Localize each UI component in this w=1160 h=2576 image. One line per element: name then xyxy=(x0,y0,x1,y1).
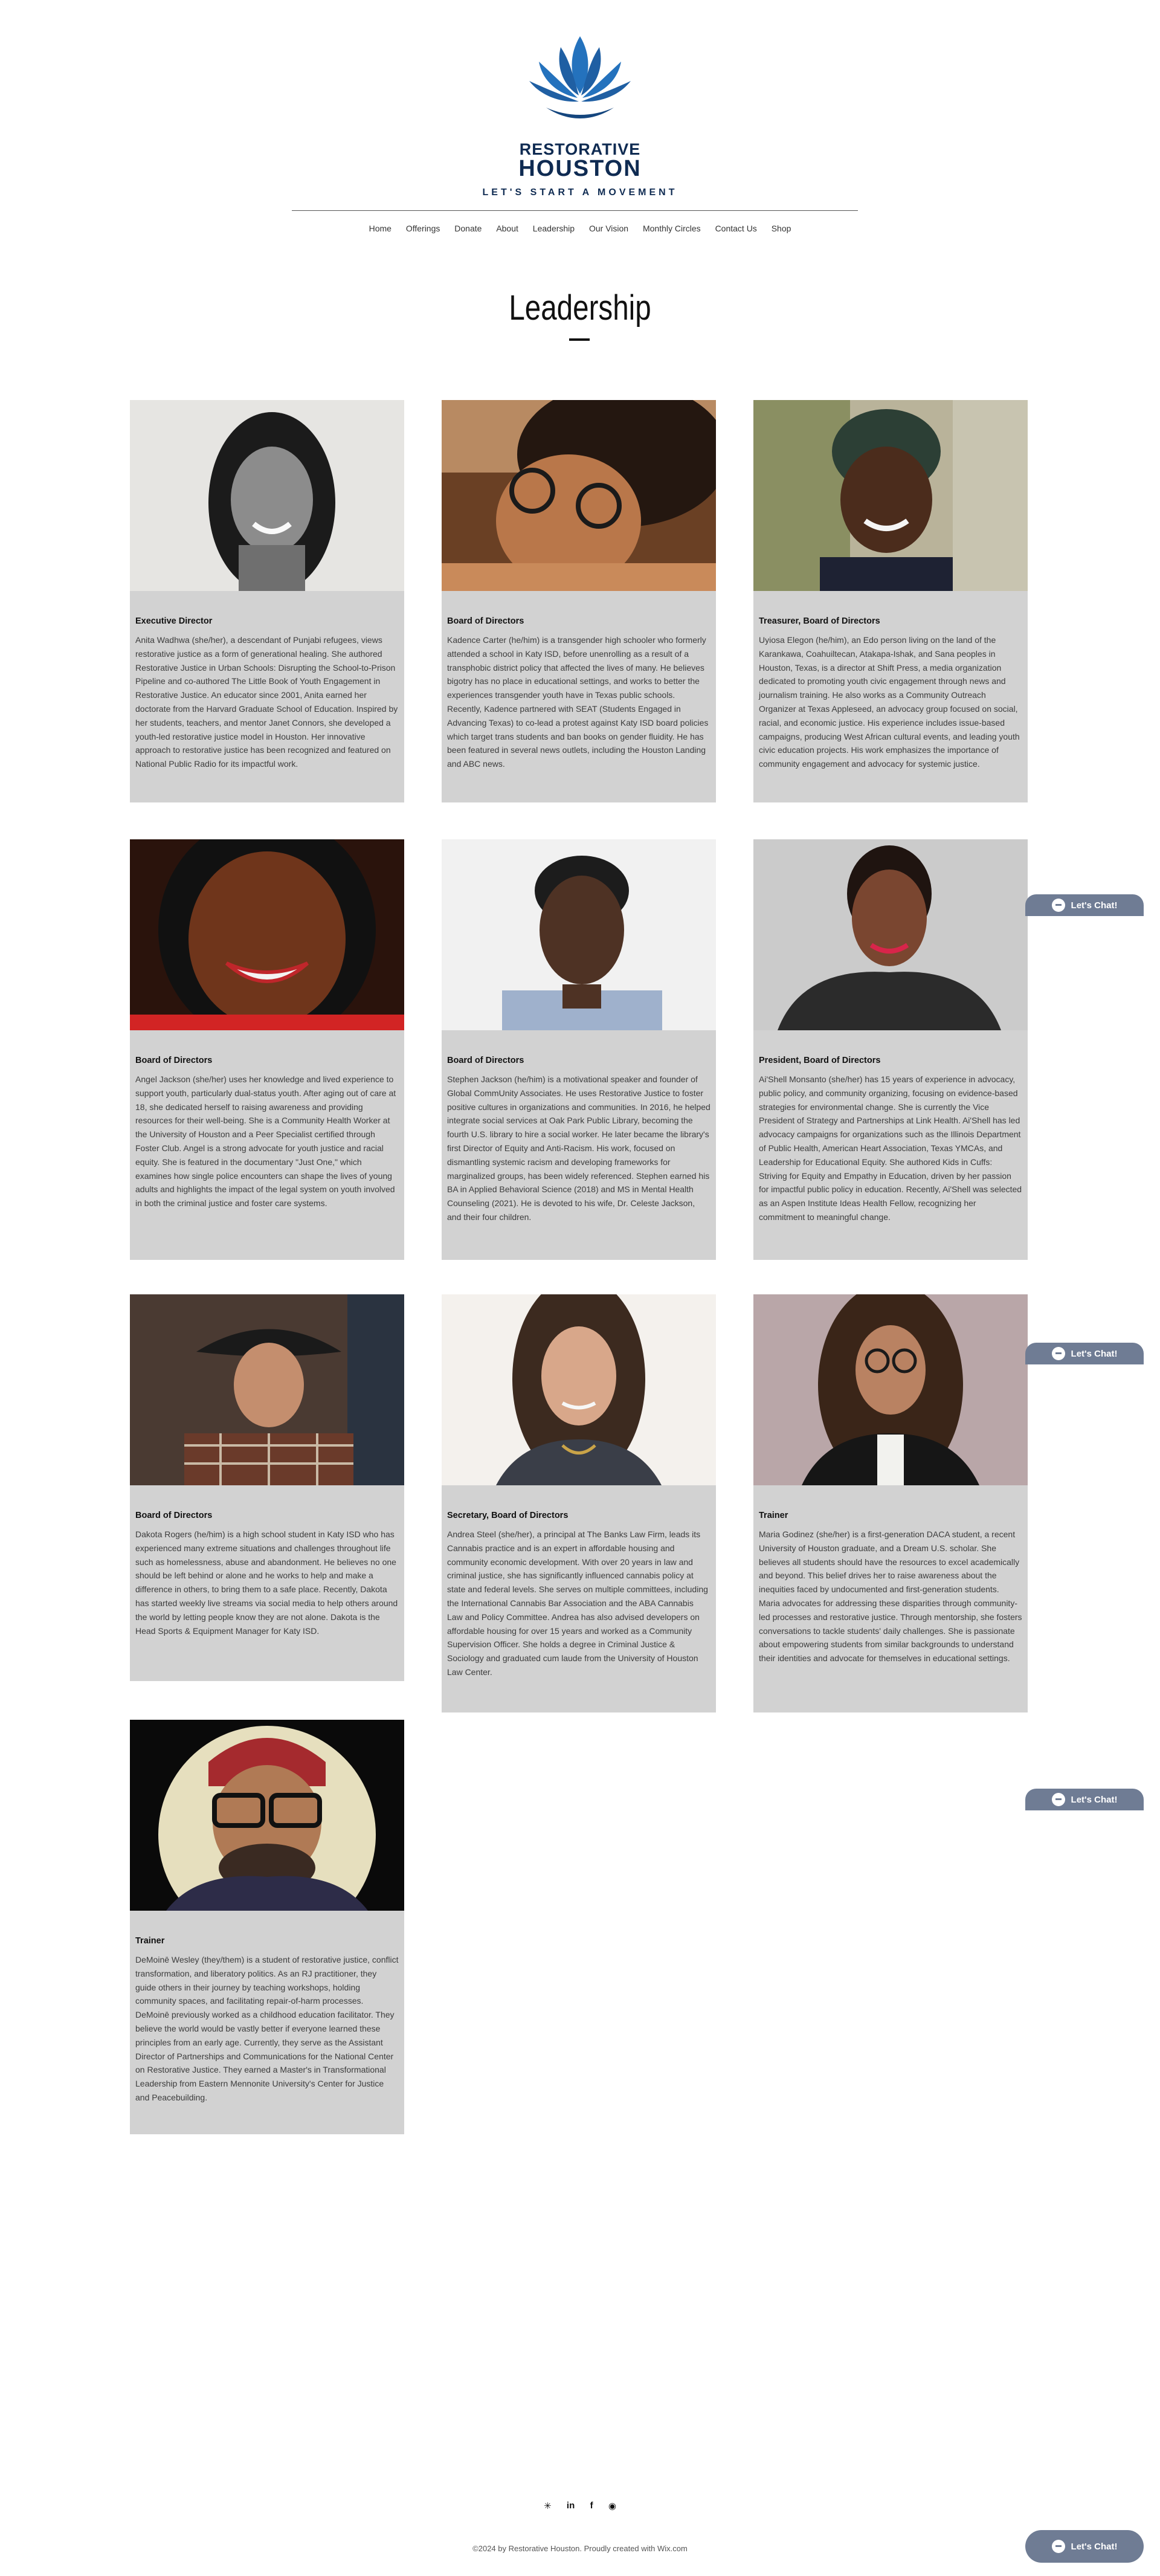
leader-role: Treasurer, Board of Directors xyxy=(759,616,880,626)
nav-item-leadership[interactable]: Leadership xyxy=(532,224,575,233)
leader-bio: Stephen Jackson (he/him) is a motivational speaker and founder of Global CommUnity Associates. He uses Restorative Justice to foster positive cultures in organizations and communities. In 2016, he helped integrate social services at Oak Park Public Library, becoming the fourth U.S. library to hire a social worker. He later became the library's first Director of Equity and Anti-Racism. His work, focused on dismantling systemic racism and developing frameworks for marginalized groups, has been widely referenced. Stephen earned his BA in Applied Behavioral Science (2018) and MS in Mental Health Counseling (2021). He is devoted to his wife, Dr. Celeste Jackson, and their four children. xyxy=(447,1074,710,1222)
leader-photo xyxy=(442,839,716,1030)
leader-bio: DeMoinē Wesley (they/them) is a student of restorative justice, conflict transformation, and liberatory politics. As an RJ practitioner, they guide others in their journey by teaching workshops, holding community spaces, and facilitating repair-of-harm processes. DeMoinē previously worked as a childhood education facilitator. They believe the world would be vastly better if everyone learned these principles from an early age. Currently, they serve as the Assistant Director of Partnerships and Communications for the National Center on Restorative Justice. They earned a Master's in Transformational Leadership from Eastern Mennonite University's Center for Justice and Peacebuilding. xyxy=(135,1955,399,2102)
nav-item-shop[interactable]: Shop xyxy=(771,224,791,233)
leader-role: Trainer xyxy=(135,1936,165,1946)
leader-card xyxy=(753,400,1028,802)
chat-button-label: Let's Chat! xyxy=(1071,1794,1118,1805)
lotus-logo-icon[interactable] xyxy=(526,30,634,133)
leader-bio: Ai'Shell Monsanto (she/her) has 15 years of experience in advocacy, public policy, and community organizing, focusing on evidence-based strategies for environmental change. She is currently the Vice President of Strategy and Partnerships at Link Health. Ai'Shell has led advocacy campaigns for organizations such as the Illinois Department of Public Health, American Heart Association, Texas YMCAs, and Leadership for Educational Equity. She authored Kids in Cuffs: Striving for Equity and Empathy in Education, driven by her passion for impactful public policy in education. Recently, Ai'Shell was selected as an Aspen Institute Ideas Health Fellow, recognizing her commitment to meaningful change. xyxy=(759,1074,1022,1222)
facebook-icon[interactable]: f xyxy=(590,2500,593,2511)
leader-photo xyxy=(130,1294,404,1485)
leader-bio: Dakota Rogers (he/him) is a high school student in Katy ISD who has experienced many extreme situations and challenges throughout life such as homelessness, abuse and abandonment. He believes no one should be left behind or alone and he works to help and make a difference in others, to bring them to a safe place. Recently, Dakota has started weekly live streams via social media to help others around the world by letting people know they are not alone. Dakota is the Head Sports & Equipment Manager for Katy ISD. xyxy=(135,1529,398,1636)
leader-photo xyxy=(130,1720,404,1911)
leader-role: Board of Directors xyxy=(135,1056,213,1065)
linkedin-icon[interactable]: in xyxy=(566,2500,575,2511)
nav-item-contact-us[interactable]: Contact Us xyxy=(715,224,757,233)
leader-bio: Anita Wadhwa (she/her), a descendant of Punjabi refugees, views restorative justice as a form of generational healing. She authored Restorative Justice in Urban Schools: Disrupting the School-to-Prison Pipeline and co-authored The Little Book of Youth Engagement in Restorative Justice. An educator since 2001, Anita earned her doctorate from the Harvard Graduate School of Education. Inspired by her students, teachers, and mentor Janet Connors, she developed a youth-led restorative justice model in Houston. Her innovative approach to restorative justice has been recognized and featured on National Public Radio for its impactful work. xyxy=(135,635,398,769)
chat-button[interactable] xyxy=(1025,1789,1144,1810)
leader-card xyxy=(130,1720,404,2134)
linktree-icon[interactable]: ✳ xyxy=(544,2501,552,2511)
leader-role: Executive Director xyxy=(135,616,213,626)
social-links xyxy=(544,2500,616,2511)
leader-card xyxy=(753,839,1028,1260)
page-title: Leadership xyxy=(509,288,651,328)
nav-item-home[interactable]: Home xyxy=(369,224,392,233)
leader-photo xyxy=(753,400,1028,591)
chat-bubble-icon xyxy=(1052,1793,1065,1806)
leader-card xyxy=(442,839,716,1260)
chat-button-label: Let's Chat! xyxy=(1071,1348,1118,1359)
leader-bio: Uyiosa Elegon (he/him), an Edo person living on the land of the Karankawa, Coahuiltecan, Atakapa-Ishak, and Sana peoples in Houston, Texas, is a director at Shift Press, a media organization dedicated to promoting youth civic engagement through news and journalism training. He also works as a Community Outreach Organizer at Texas Appleseed, an advocacy group focused on social, racial, and economic justice. His experience includes issue-based campaigns, producing West African cultural events, and leading youth civic education projects. His work emphasizes the importance of community engagement and advocacy for systemic justice. xyxy=(759,635,1020,769)
leader-role: President, Board of Directors xyxy=(759,1056,881,1065)
leader-bio: Maria Godinez (she/her) is a first-generation DACA student, a recent University of Houston graduate, and a Dream U.S. scholar. She believes all students should have the resources to excel academically and beyond. This belief drives her to raise awareness about the inequities faced by undocumented and first-generation students. Maria advocates for addressing these disparities through community-led processes and restorative justice. Through mentorship, she fosters conversations to tackle students' daily challenges. She is passionate about empowering students from similar backgrounds to understand their identities and advocate for themselves in educational settings. xyxy=(759,1529,1022,1664)
leader-role: Board of Directors xyxy=(135,1511,213,1520)
leader-photo xyxy=(753,1294,1028,1485)
nav-item-monthly-circles[interactable]: Monthly Circles xyxy=(642,224,701,233)
leader-photo xyxy=(130,400,404,591)
leader-card xyxy=(442,1294,716,1712)
nav-item-our-vision[interactable]: Our Vision xyxy=(588,224,629,233)
site-header xyxy=(0,0,1160,266)
footer-copyright: ©2024 by Restorative Houston. Proudly created with Wix.com xyxy=(472,2544,688,2553)
brand-name-line1: RESTORATIVE xyxy=(519,140,641,158)
brand-name-line2: HOUSTON xyxy=(518,156,642,181)
nav-item-donate[interactable]: Donate xyxy=(454,224,482,233)
leader-photo xyxy=(753,839,1028,1030)
leader-card xyxy=(753,1294,1028,1712)
chat-bubble-icon xyxy=(1052,899,1065,912)
chat-bubble-icon xyxy=(1052,1347,1065,1360)
leader-role: Secretary, Board of Directors xyxy=(447,1511,569,1520)
leader-photo xyxy=(442,1294,716,1485)
instagram-icon[interactable]: ◉ xyxy=(608,2501,616,2511)
leader-card xyxy=(130,1294,404,1681)
nav-divider xyxy=(292,210,858,211)
leader-bio: Andrea Steel (she/her), a principal at The Banks Law Firm, leads its Cannabis practice and is an expert in affordable housing and community economic development. With over 20 years in law and criminal justice, she has significantly influenced cannabis policy at state and federal levels. She serves on multiple committees, including the International Cannabis Bar Association and the ABA Cannabis Law and Policy Committee. Andrea has also advised developers on affordable housing for over 15 years and worked as a Community Supervision Officer. She holds a degree in Criminal Justice & Sociology and graduated cum laude from the University of Houston Law Center. xyxy=(447,1529,708,1677)
leader-card xyxy=(130,839,404,1260)
leader-role: Board of Directors xyxy=(447,616,524,626)
chat-button-label: Let's Chat! xyxy=(1071,2541,1118,2552)
chat-button[interactable] xyxy=(1025,894,1144,916)
chat-button-label: Let's Chat! xyxy=(1071,900,1118,911)
main-nav xyxy=(0,224,1160,233)
leader-bio: Angel Jackson (she/her) uses her knowledge and lived experience to support youth, particularly dual-status youth. After aging out of care at 18, she dedicated herself to raising awareness and providing resources for their well-being. She is a Community Health Worker at the University of Houston and a Peer Specialist certified through Foster Club. Angel is a strong advocate for youth justice and racial equity. She is featured in the documentary "Just One," which examines how single police encounters can shape the lives of young adults and highlights the impact of the legal system on youth involved in both the criminal justice and foster care systems. xyxy=(135,1074,396,1209)
leader-photo xyxy=(130,839,404,1030)
nav-item-about[interactable]: About xyxy=(496,224,518,233)
chat-button[interactable] xyxy=(1025,1343,1144,1364)
brand-tagline: LET'S START A MOVEMENT xyxy=(482,187,678,198)
leader-role: Trainer xyxy=(759,1511,788,1520)
leader-photo xyxy=(442,400,716,591)
title-underline xyxy=(569,338,590,341)
nav-item-offerings[interactable]: Offerings xyxy=(405,224,440,233)
leader-card xyxy=(442,400,716,802)
leader-role: Board of Directors xyxy=(447,1056,524,1065)
leader-card xyxy=(130,400,404,802)
leader-bio: Kadence Carter (he/him) is a transgender high schooler who formerly attended a school in Katy ISD, before unenrolling as a result of a transphobic district policy that affected the lives of many. He believes bigotry has no place in educational settings, and works to better the experiences transgender youth have in Texas public schools. Recently, Kadence partnered with SEAT (Students Engaged in Advancing Texas) to co-lead a protest against Katy ISD board policies which target trans students and ban books on gender fluidity. He has been featured in several news outlets, including the Houston Landing and ABC news. xyxy=(447,635,709,769)
